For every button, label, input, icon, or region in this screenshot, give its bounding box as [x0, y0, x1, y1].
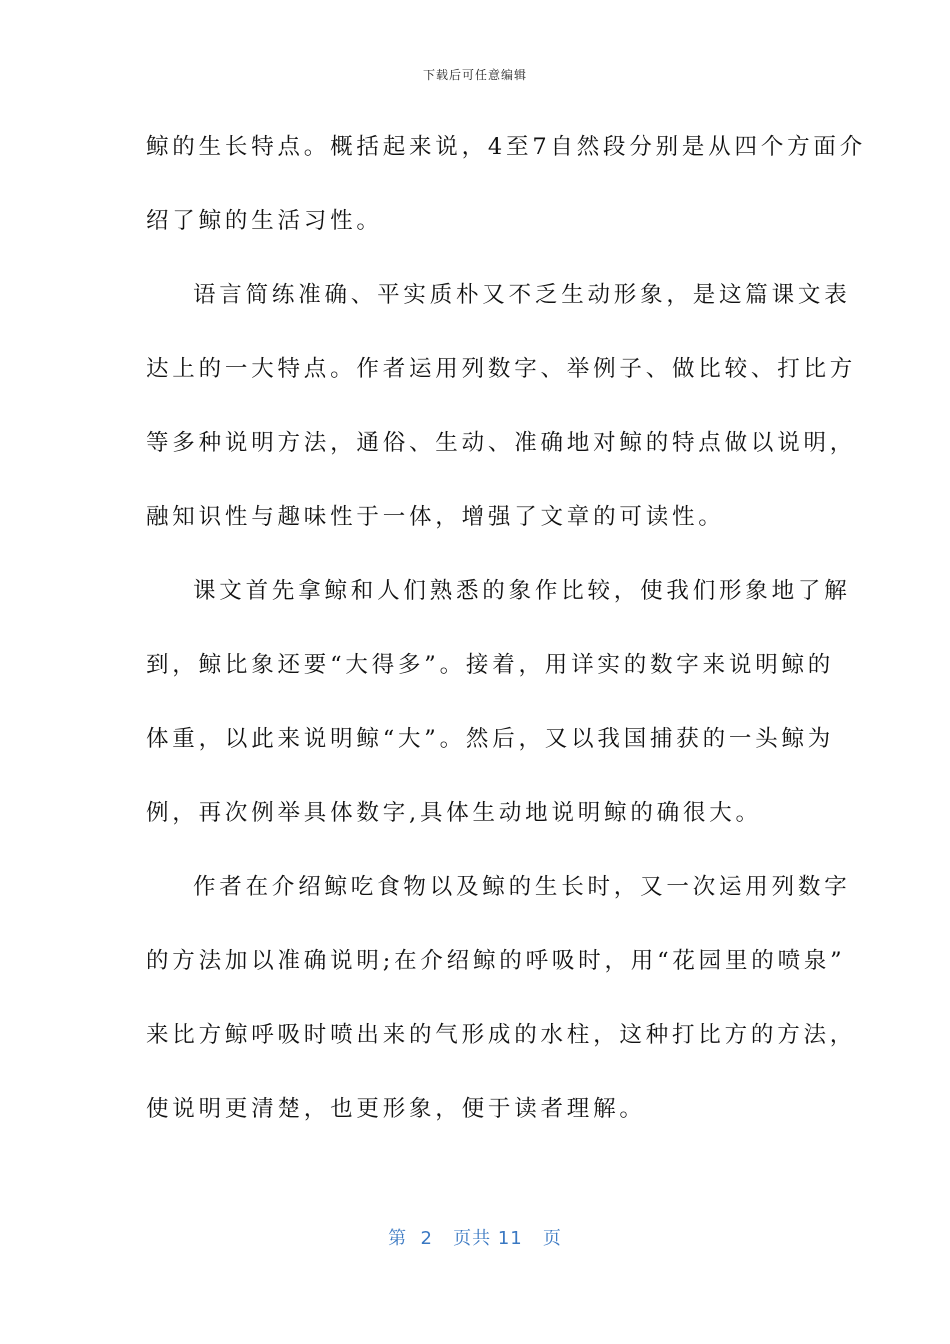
text-line: 鲸的生长特点。概括起来说，4至7自然段分别是从四个方面介 — [146, 134, 867, 160]
page-header: 下载后可任意编辑 — [422, 68, 527, 82]
document-body — [146, 118, 867, 1154]
paragraph-start-line: 语言简练准确、平实质朴又不乏生动形象，是这篇课文表 — [193, 282, 851, 308]
text-line: 体重，以此来说明鲸“大”。然后，又以我国捕获的一头鲸为 — [146, 726, 835, 752]
page-number-footer: 第 2 页共 11 页 — [388, 1228, 562, 1249]
text-line: 绍了鲸的生活习性。 — [146, 208, 383, 234]
text-line: 达上的一大特点。作者运用列数字、举例子、做比较、打比方 — [146, 356, 857, 382]
text-line: 到，鲸比象还要“大得多”。接着，用详实的数字来说明鲸的 — [146, 652, 835, 678]
paragraph-start-line: 课文首先拿鲸和人们熟悉的象作比较，使我们形象地了解 — [193, 578, 851, 604]
text-line: 的方法加以准确说明;在介绍鲸的呼吸时，用“花园里的喷泉” — [146, 948, 846, 974]
text-line: 来比方鲸呼吸时喷出来的气形成的水柱，这种打比方的方法， — [146, 1022, 857, 1048]
paragraph-start-line: 作者在介绍鲸吃食物以及鲸的生长时，又一次运用列数字 — [193, 874, 851, 900]
text-line: 使说明更清楚，也更形象，便于读者理解。 — [146, 1096, 646, 1122]
text-line: 例，再次例举具体数字,具体生动地说明鲸的确很大。 — [146, 800, 762, 826]
text-line: 融知识性与趣味性于一体，增强了文章的可读性。 — [146, 504, 725, 530]
text-line: 等多种说明方法，通俗、生动、准确地对鲸的特点做以说明， — [146, 430, 857, 456]
